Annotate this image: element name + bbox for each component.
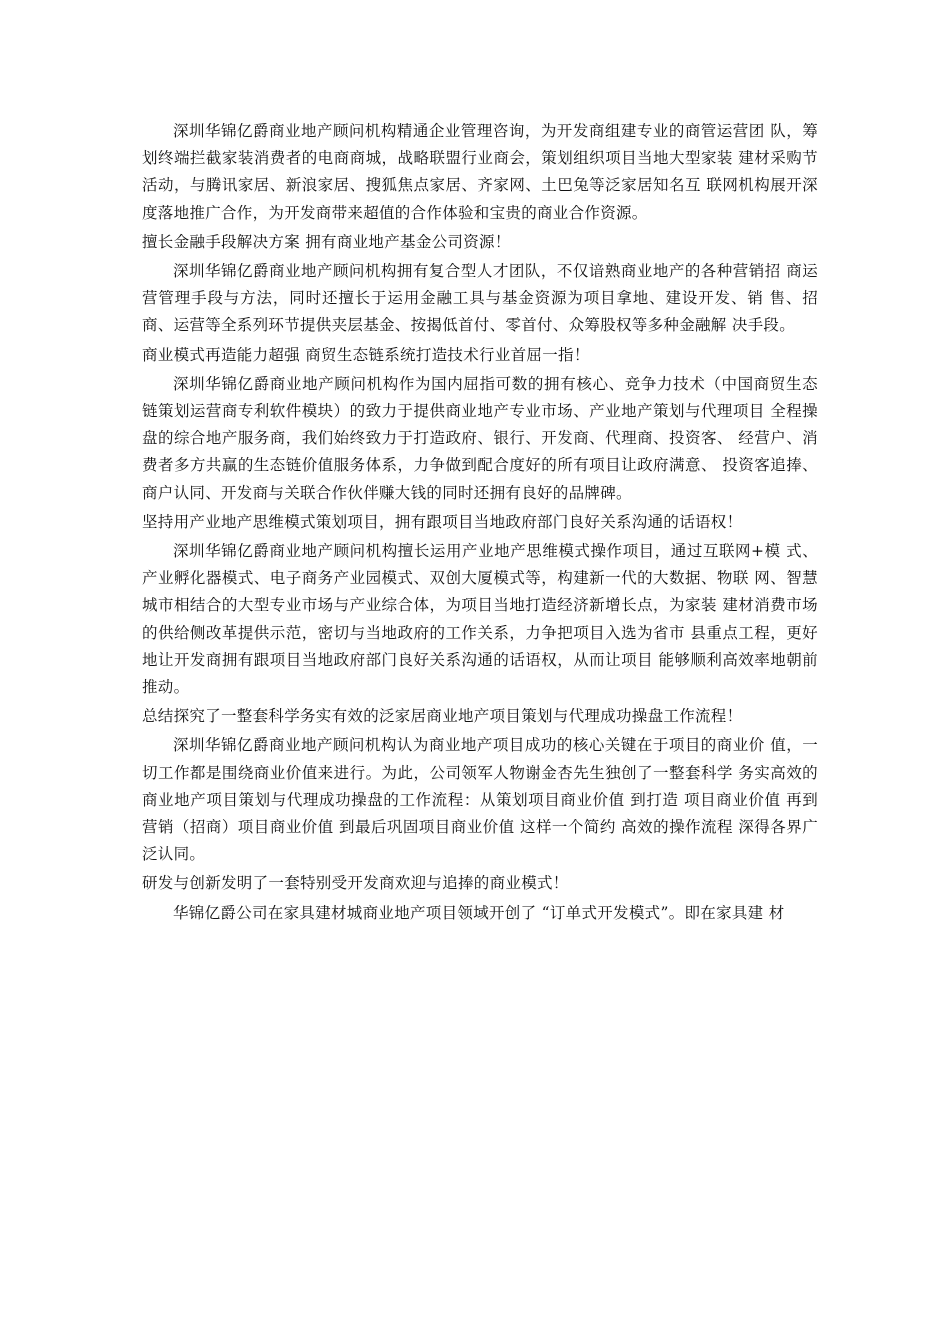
section-heading-4: 总结探究了一整套科学务实有效的泛家居商业地产项目策划与代理成功操盘工作流程！ xyxy=(142,707,743,726)
document-page xyxy=(142,118,818,927)
body-paragraph-4: 深圳华锦亿爵商业地产顾问机构擅长运用产业地产思维模式操作项目，通过互联网+模 式、产业孵化器模式、电子商务产业园模式、双创大厦模式等，构建新一代的大数据、物联 网、智慧城市相结合的大型专业市场与产业综合体，为项目当地打造经济新增长点，为家装 建材消费市场的供给侧改革提供示范，密切与当地政府的工作关系，力争把项目入选为省市 县重点工程，更好地让开发商拥有跟项目当地政府部门良好关系沟通的话语权，从而让项目 能够顺利高效率地朝前推动。 xyxy=(142,542,818,697)
section-heading-3: 坚持用产业地产思维模式策划项目，拥有跟项目当地政府部门良好关系沟通的话语权！ xyxy=(142,512,743,531)
section-heading-1: 擅长金融手段解决方案 拥有商业地产基金公司资源！ xyxy=(142,232,511,251)
body-paragraph-3: 深圳华锦亿爵商业地产顾问机构作为国内屈指可数的拥有核心、竞争力技术（中国商贸生态链策划运营商专利软件模块）的致力于提供商业地产专业市场、产业地产策划与代理项目 全程操盘的综合地产服务商，我们始终致力于打造政府、银行、开发商、代理商、投资客、 经营户、消费者多方共赢的生态链价值服务体系，力争做到配合度好的所有项目让政府满意、 投资客追捧、商户认同、开发商与关联合作伙伴赚大钱的同时还拥有良好的品牌碑。 xyxy=(142,374,818,502)
section-heading-2: 商业模式再造能力超强 商贸生态链系统打造技术行业首屈一指！ xyxy=(142,345,590,364)
body-paragraph-1: 深圳华锦亿爵商业地产顾问机构精通企业管理咨询，为开发商组建专业的商管运营团 队，筹划终端拦截家装消费者的电商商城，战略联盟行业商会，策划组织项目当地大型家装 建材采购节活动，与腾讯家居、新浪家居、搜狐焦点家居、齐家网、土巴兔等泛家居知名互 联网机构展开深度落地推广合作，为开发商带来超值的合作体验和宝贵的商业合作资源。 xyxy=(142,122,818,222)
body-paragraph-6: 华锦亿爵公司在家具建材城商业地产项目领域开创了 “订单式开发模式”。即在家具建 材 xyxy=(173,903,785,922)
section-heading-5: 研发与创新发明了一套特别受开发商欢迎与追捧的商业模式！ xyxy=(142,874,569,893)
body-paragraph-5: 深圳华锦亿爵商业地产顾问机构认为商业地产项目成功的核心关键在于项目的商业价 值，一切工作都是围绕商业价值来进行。为此，公司领军人物谢金杏先生独创了一整套科学 务实高效的商业地产项目策划与代理成功操盘的工作流程：从策划项目商业价值 到打造 项目商业价值 再到营销（招商）项目商业价值 到最后巩固项目商业价值 这样一个简约 高效的操作流程 深得各界广泛认同。 xyxy=(142,736,818,864)
body-paragraph-2: 深圳华锦亿爵商业地产顾问机构拥有复合型人才团队，不仅谙熟商业地产的各种营销招 商运营管理手段与方法，同时还擅长于运用金融工具与基金资源为项目拿地、建设开发、销 售、招商、运营等全系列环节提供夹层基金、按揭低首付、零首付、众筹股权等多种金融解 决手段。 xyxy=(142,262,818,335)
